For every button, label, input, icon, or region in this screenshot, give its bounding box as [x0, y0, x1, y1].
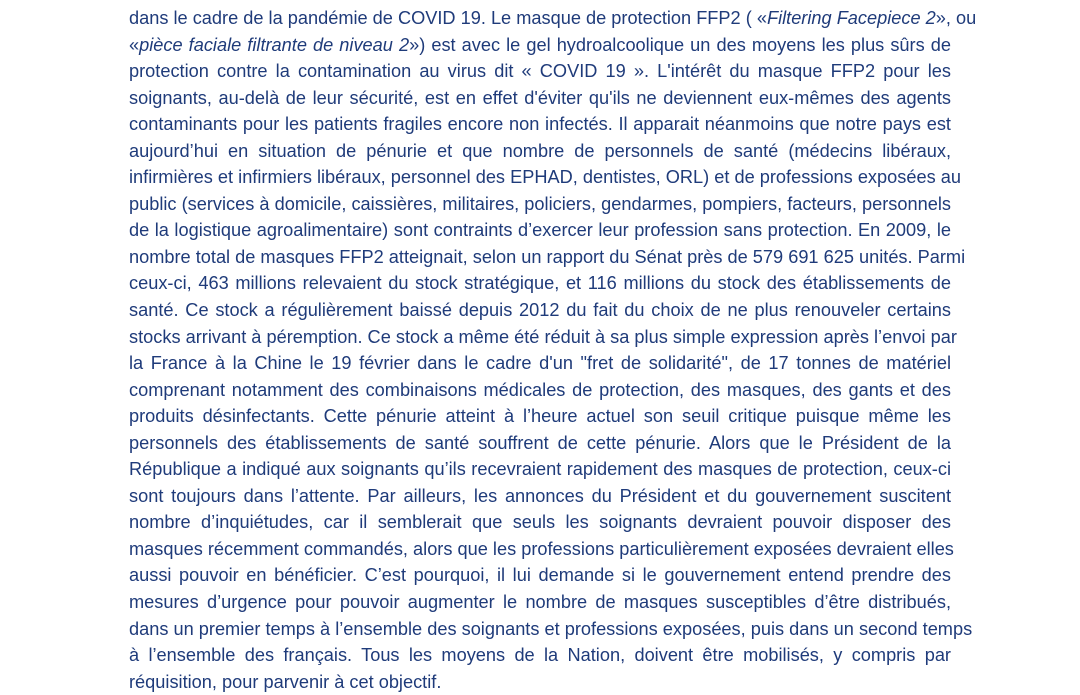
text-run: contaminants pour les patients fragiles encore non infectés. Il apparait néanmoins que notre pays est	[129, 114, 951, 135]
text-line	[129, 562, 951, 589]
text-line	[129, 244, 966, 271]
text-run: protection contre la contamination au virus dit « COVID 19 ». L'intérêt du masque FFP2 pour les	[129, 61, 951, 82]
text-line	[129, 377, 951, 404]
text-line	[129, 669, 951, 695]
italic-text: Filtering Facepiece 2	[766, 8, 936, 28]
text-run: de la logistique agroalimentaire) sont contraints d’exercer leur profession sans protection. En 2009, le	[129, 220, 951, 241]
text-line	[129, 589, 951, 616]
text-run: produits désinfectants. Cette pénurie atteint à l’heure actuel son seuil critique puisque même les	[129, 406, 951, 427]
text-line	[129, 350, 951, 377]
text-run: ») est avec le gel hydroalcoolique un des moyens les plus sûrs de	[409, 34, 951, 55]
text-line	[129, 456, 951, 483]
text-run: aussi pouvoir en bénéficier. C’est pourquoi, il lui demande si le gouvernement entend prendre des	[129, 565, 951, 586]
text-line	[129, 191, 951, 218]
text-line	[129, 164, 961, 191]
text-run: public (services à domicile, caissières, militaires, policiers, gendarmes, pompiers, facteurs, personnels	[129, 193, 951, 214]
text-line	[129, 85, 951, 112]
text-line	[129, 111, 951, 138]
text-line	[129, 483, 951, 510]
text-run: «	[129, 34, 140, 55]
text-run: la France à la Chine le 19 février dans le cadre d'un "fret de solidarité", de 17 tonnes de matériel	[129, 353, 951, 374]
text-line	[129, 430, 951, 457]
text-run: mesures d’urgence pour pouvoir augmenter le nombre de masques susceptibles d’être distribués,	[129, 592, 951, 613]
text-run: nombre d’inquiétudes, car il semblerait que seuls les soignants devraient pouvoir disposer des	[129, 512, 951, 533]
text-line	[129, 138, 951, 165]
italic-text: pièce faciale filtrante de niveau 2	[139, 34, 410, 55]
text-line	[129, 217, 951, 244]
text-line	[129, 536, 954, 563]
text-line	[129, 297, 951, 324]
text-run: », ou	[935, 8, 977, 28]
text-run: nombre total de masques FFP2 atteignait, selon un rapport du Sénat près de 579 691 625 unités. Parmi	[129, 246, 966, 267]
text-run: santé. Ce stock a régulièrement baissé depuis 2012 du fait du choix de ne plus renouveler certains	[129, 300, 951, 321]
text-run: aujourd’hui en situation de pénurie et que nombre de personnels de santé (médecins libéraux,	[129, 140, 951, 161]
text-run: réquisition, pour parvenir à cet objectif.	[129, 671, 442, 692]
text-run: infirmières et infirmiers libéraux, personnel des EPHAD, dentistes, ORL) et de professions exposées au	[129, 167, 961, 188]
text-run: dans le cadre de la pandémie de COVID 19. Le masque de protection FFP2 ( «	[129, 8, 767, 28]
document-page	[129, 0, 977, 692]
text-line	[129, 403, 951, 430]
text-run: dans un premier temps à l’ensemble des soignants et professions exposées, puis dans un second temps	[129, 618, 973, 639]
text-line	[129, 642, 951, 669]
text-line	[129, 509, 951, 536]
text-run: comprenant notamment des combinaisons médicales de protection, des masques, des gants et des	[129, 379, 951, 400]
text-line	[129, 324, 957, 351]
text-line	[129, 5, 977, 32]
text-run: personnels des établissements de santé souffrent de cette pénurie. Alors que le Président de la	[129, 432, 951, 453]
text-line	[129, 58, 951, 85]
text-run: à l’ensemble des français. Tous les moyens de la Nation, doivent être mobilisés, y compris par	[129, 645, 951, 666]
text-run: masques récemment commandés, alors que les professions particulièrement exposées devraient elles	[129, 538, 954, 559]
body-paragraph	[129, 5, 977, 695]
text-line	[129, 270, 951, 297]
text-line	[129, 32, 951, 59]
text-run: sont toujours dans l’attente. Par ailleurs, les annonces du Président et du gouvernement suscitent	[129, 485, 951, 506]
text-run: ceux-ci, 463 millions relevaient du stock stratégique, et 116 millions du stock des établissements de	[129, 273, 951, 294]
text-run: soignants, au-delà de leur sécurité, est en effet d'éviter qu'ils ne deviennent eux-mêmes des agents	[129, 87, 951, 108]
text-run: stocks arrivant à péremption. Ce stock a même été réduit à sa plus simple expression après l’envoi par	[129, 326, 957, 347]
text-line	[129, 616, 973, 643]
text-run: République a indiqué aux soignants qu’ils recevraient rapidement des masques de protection, ceux-ci	[129, 459, 951, 480]
